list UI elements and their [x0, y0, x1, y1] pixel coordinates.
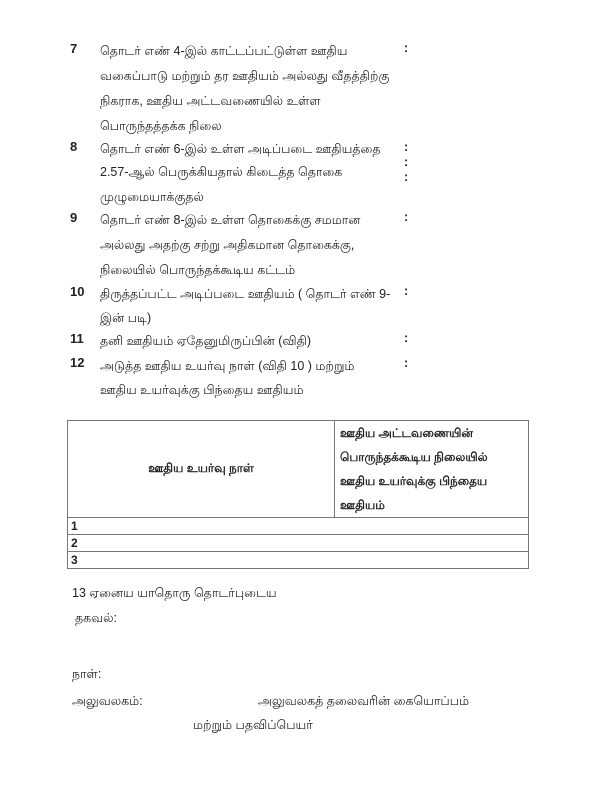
- table-row: [68, 535, 529, 552]
- item-number: 12: [70, 355, 85, 370]
- colon-separator: :: [404, 356, 409, 370]
- date-label: நாள்:: [72, 667, 102, 681]
- item-text-line: வகைப்பாடு மற்றும் தர ஊதியம் அல்லது வீதத்திற்கு: [100, 69, 390, 83]
- item-text-line: அடுத்த ஊதிய உயர்வு நாள் (விதி 10 ) மற்றும்: [100, 359, 355, 373]
- item-13-label: 13 ஏனைய யாதொரு தொடர்புடைய: [72, 586, 277, 600]
- item-text-line: தனி ஊதியம் ஏதேனுமிருப்பின் (விதி): [100, 334, 312, 348]
- item-number: 8: [70, 139, 78, 154]
- item-text-line: தொடர் எண் 8-இல் உள்ள தொகைக்கு சமமான: [100, 213, 361, 227]
- table-header-row: [68, 421, 529, 518]
- header-line: ஊதியம்: [340, 498, 385, 512]
- header-line: ஊதிய அட்டவணையின்: [340, 426, 474, 440]
- header-increment-date: ஊதிய உயர்வு நாள்: [68, 421, 335, 518]
- increment-table: [67, 420, 529, 569]
- colon-separator: :: [404, 210, 409, 224]
- header-post-increment-pay: [335, 421, 529, 518]
- item-text-line: தொடர் எண் 4-இல் காட்டப்பட்டுள்ள ஊதிய: [100, 44, 348, 58]
- row-number: 1: [68, 518, 529, 535]
- office-label: அலுவலகம்:: [72, 694, 143, 708]
- table-row: [68, 552, 529, 569]
- item-number: 11: [70, 331, 84, 346]
- item-text-line: அல்லது அதற்கு சற்று அதிகமான தொகைக்கு,: [100, 238, 355, 252]
- item-number: 9: [70, 210, 78, 225]
- item-number: 10: [70, 284, 85, 299]
- item-text-line: நிகராக, ஊதிய அட்டவணையில் உள்ள: [100, 94, 321, 108]
- designation-label: மற்றும் பதவிப்பெயர்: [193, 718, 313, 732]
- item-text-line: 2.57-ஆல் பெருக்கியதால் கிடைத்த தொகை: [100, 165, 343, 179]
- signature-label: அலுவலகத் தலைவரின் கையொப்பம்: [258, 694, 470, 708]
- item-number: 7: [70, 41, 78, 56]
- colon-separator: :: [404, 284, 409, 298]
- table-row: [68, 518, 529, 535]
- item-text-line: நிலையில் பொருந்தக்கூடிய கட்டம்: [100, 263, 296, 277]
- header-line: பொருந்தக்கூடிய நிலையில்: [340, 450, 488, 464]
- header-line: ஊதிய உயர்வுக்கு பிந்தைய: [340, 474, 488, 488]
- item-text-line: பொருந்தத்தக்க நிலை: [100, 119, 222, 133]
- item-text-line: திருத்தப்பட்ட அடிப்படை ஊதியம் ( தொடர் எண் 9-: [100, 287, 391, 301]
- colon-separator: :: [404, 155, 409, 169]
- row-number: 2: [68, 535, 529, 552]
- item-text-line: தொடர் எண் 6-இல் உள்ள அடிப்படை ஊதியத்தை: [100, 142, 381, 156]
- colon-separator: :: [404, 41, 409, 55]
- row-number: 3: [68, 552, 529, 569]
- colon-separator: :: [404, 331, 409, 345]
- item-text-line: முழுமையாக்குதல்: [100, 190, 204, 204]
- item-text-line: ஊதிய உயர்வுக்கு பிந்தைய ஊதியம்: [100, 383, 304, 397]
- item-text-line: இன் படி): [100, 311, 152, 325]
- colon-separator: :: [404, 170, 409, 184]
- colon-separator: :: [404, 140, 409, 154]
- item-13-label-cont: தகவல்:: [75, 611, 117, 625]
